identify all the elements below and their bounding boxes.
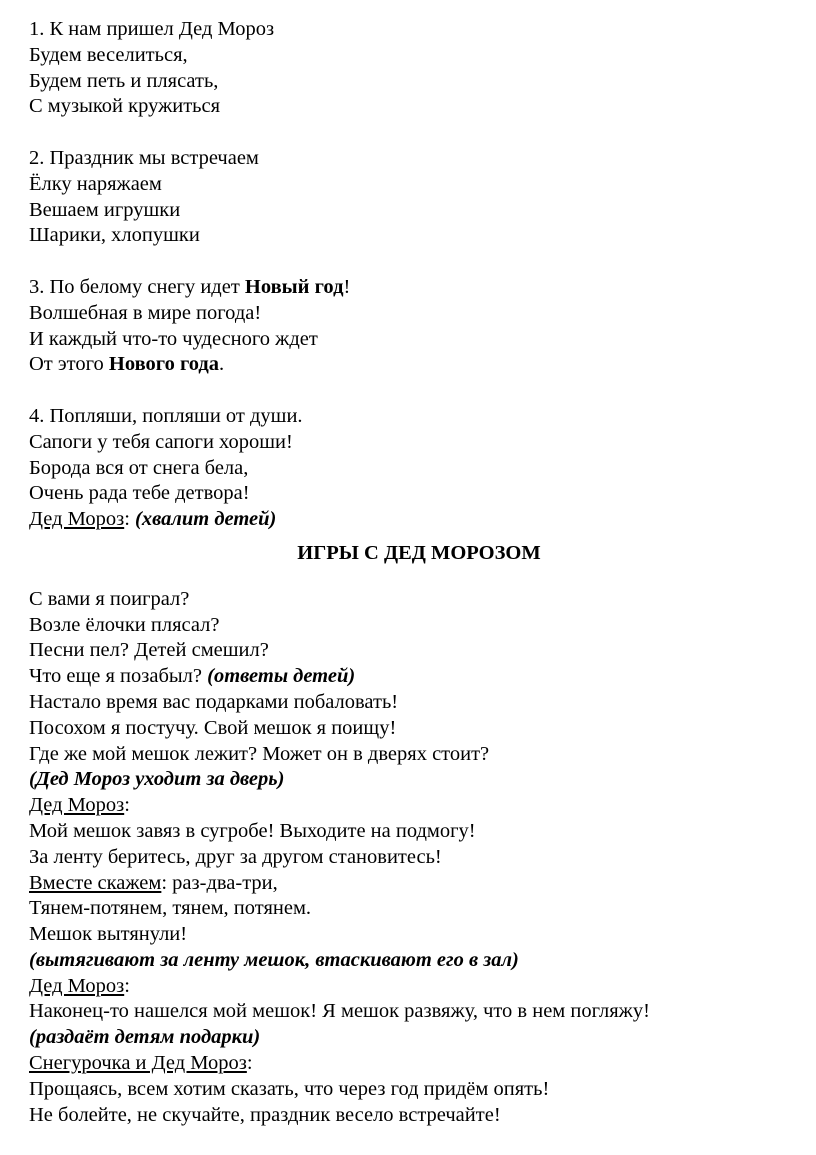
text-line: За ленту беритесь, друг за другом становитесь! (29, 845, 442, 868)
verse-line: Ёлку наряжаем (29, 172, 162, 195)
stanza-gap (29, 378, 789, 404)
text-line: Где же мой мешок лежит? Может он в дверях стоит? (29, 742, 490, 765)
text-line: Наконец-то нашелся мой мешок! Я мешок развяжу, что в нем погляжу! (29, 1000, 650, 1023)
speaker-name: Дед Мороз (29, 974, 125, 997)
verse-1 (29, 17, 789, 120)
speaker-line (29, 1051, 789, 1077)
verse-line: Очень рада тебе детвора! (29, 482, 250, 505)
text: . (219, 353, 225, 376)
text: : (124, 974, 130, 997)
games-section (29, 587, 789, 1129)
text: : раз-два-три, (161, 871, 278, 894)
stage-direction: (ответы детей) (207, 665, 356, 688)
text-line: Тянем-потянем, тянем, потянем. (29, 897, 312, 920)
verse-line: Волшебная в мире погода! (29, 301, 262, 324)
verse-line: 1. К нам пришел Дед Мороз (29, 18, 275, 40)
stage-direction: (хвалит детей) (135, 508, 277, 531)
verse-3 (29, 275, 789, 378)
text-line: Посохом я постучу. Свой мешок я поищу! (29, 716, 397, 739)
verse-line (29, 275, 789, 301)
text: От этого (29, 353, 109, 376)
text: : (124, 794, 130, 817)
verse-line: 4. Попляши, попляши от души. (29, 404, 303, 427)
speaker-name: Дед Мороз (29, 794, 125, 817)
text: ! (343, 275, 351, 298)
text: : (246, 1052, 253, 1075)
text-line: Возле ёлочки плясал? (29, 613, 220, 636)
verse-line: Будем петь и плясать, (29, 69, 219, 92)
verse-line: Борода вся от снега бела, (29, 456, 249, 479)
stage-direction: (вытягивают за ленту мешок, втаскивают его в зал) (29, 948, 519, 971)
text-line: Мой мешок завяз в сугробе! Выходите на подмогу! (29, 819, 476, 842)
verse-line: С музыкой кружиться (29, 95, 221, 118)
verse-line: Сапоги у тебя сапоги хороши! (29, 430, 293, 453)
text: 3. По белому снегу идет (29, 275, 245, 298)
speaker-name: Снегурочка и Дед Мороз (29, 1052, 247, 1075)
verse-line (29, 352, 789, 378)
verse-line: Вешаем игрушки (29, 198, 181, 221)
stage-direction: (Дед Мороз уходит за дверь) (29, 768, 285, 791)
speaker-line (29, 974, 789, 1000)
verse-4 (29, 404, 789, 533)
section-heading: ИГРЫ С ДЕД МОРОЗОМ (297, 541, 541, 564)
text: Что еще я позабыл? (29, 665, 208, 688)
bold-text: Нового года (108, 353, 220, 376)
text-line: Мешок вытянули! (29, 923, 188, 946)
speaker-name: Дед Мороз (29, 508, 125, 531)
text-line: Песни пел? Детей смешил? (29, 639, 269, 662)
verse-line: 2. Праздник мы встречаем (29, 146, 259, 169)
speaker-line (29, 507, 789, 533)
text-line (29, 664, 789, 690)
verse-line: Будем веселиться, (29, 43, 188, 66)
speaker-line (29, 793, 789, 819)
document-page (29, 17, 789, 1128)
text-line: Не болейте, не скучайте, праздник весело встречайте! (29, 1103, 501, 1126)
text-line: Настало время вас подарками побаловать! (29, 690, 399, 713)
stanza-gap (29, 120, 789, 146)
text-line: С вами я поиграл? (29, 587, 190, 610)
verse-line: Шарики, хлопушки (29, 224, 200, 247)
stanza-gap (29, 249, 789, 275)
stage-direction: (раздаёт детям подарки) (29, 1026, 261, 1049)
text-line: Прощаясь, всем хотим сказать, что через год придём опять! (29, 1077, 550, 1100)
bold-text: Новый год (244, 275, 344, 298)
text-line (29, 871, 789, 897)
speaker-name: Вместе скажем (29, 871, 162, 894)
verse-line: И каждый что-то чудесного ждет (29, 327, 318, 350)
text: : (124, 508, 136, 531)
verse-2 (29, 146, 789, 249)
